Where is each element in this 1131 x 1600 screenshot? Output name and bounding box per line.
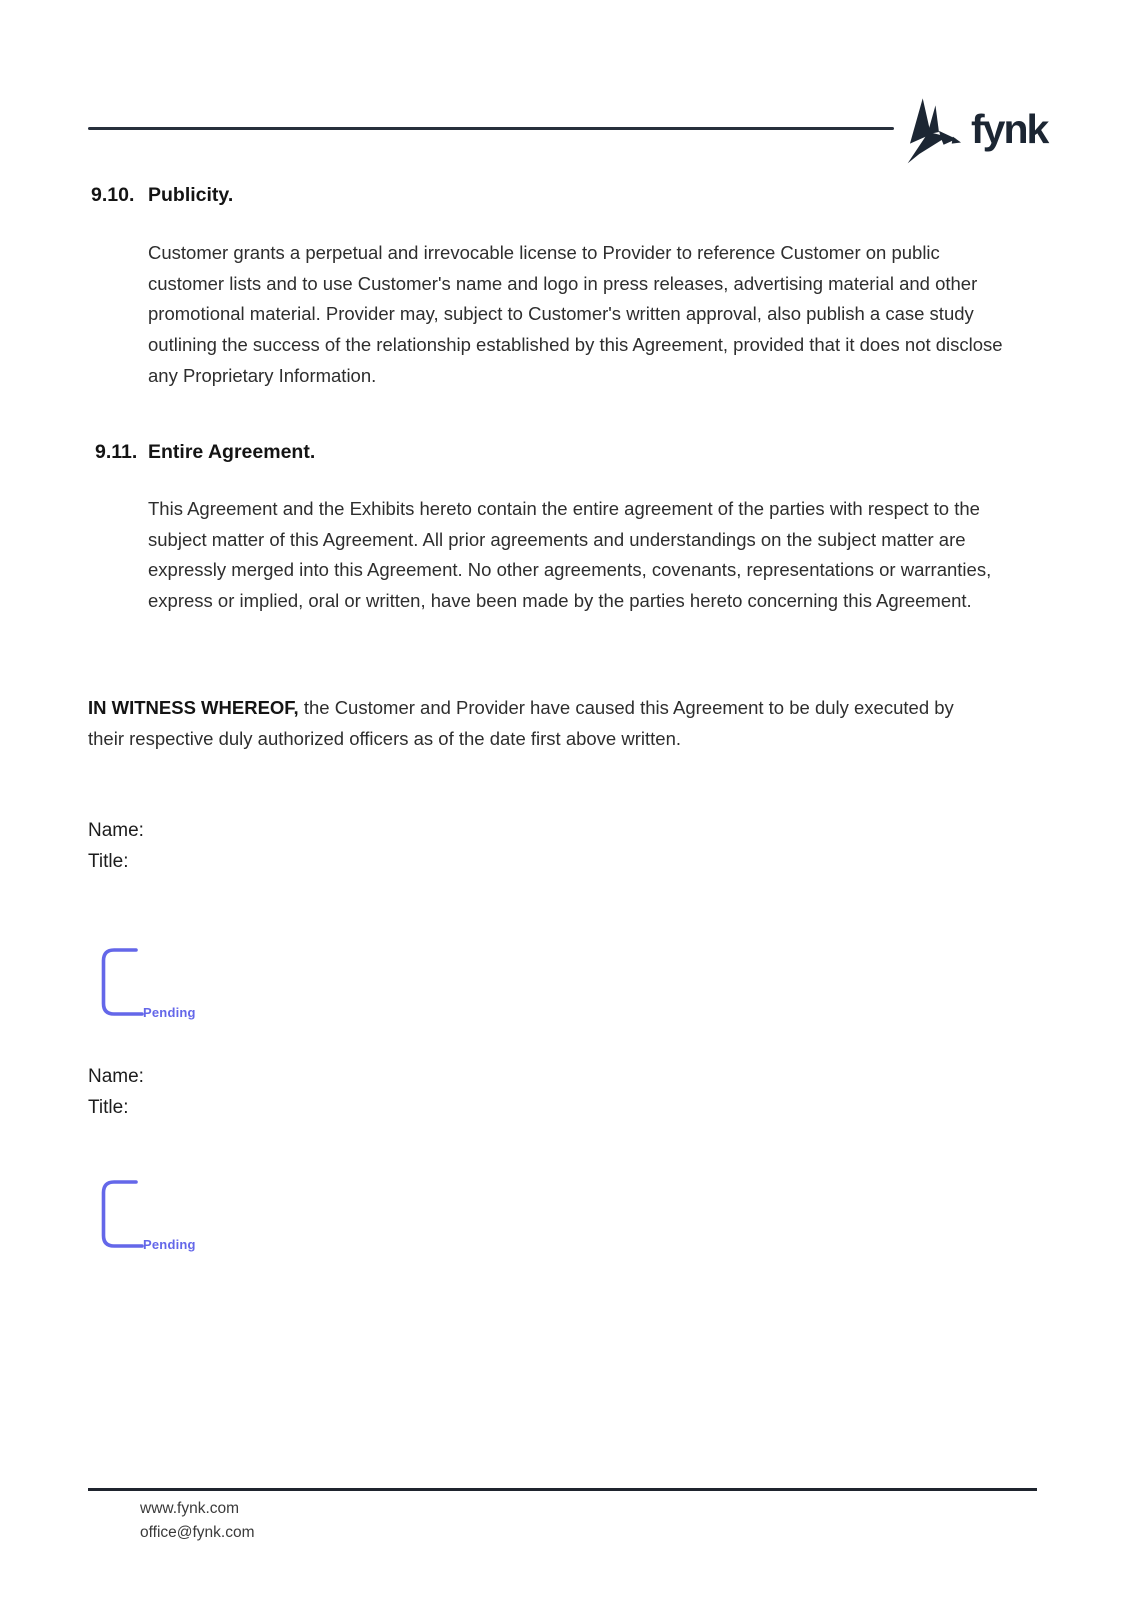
name-label: Name:: [88, 1066, 144, 1087]
section-heading-9-10: [91, 184, 233, 207]
header-divider: [88, 127, 894, 130]
name-label: Name:: [88, 820, 144, 841]
witness-text: the Customer and Provider have caused this Agreement to be duly executed by their respective duly authorized officers as of the date first above written.: [88, 697, 954, 750]
footer: [140, 1497, 255, 1544]
signature-labels-2: [88, 1062, 144, 1123]
footer-divider: [88, 1488, 1037, 1491]
fynk-logo: [903, 96, 1053, 168]
signature-status-pending: Pending: [143, 1237, 196, 1252]
section-body-9-11: This Agreement and the Exhibits hereto contain the entire agreement of the parties with respect to the subject matter of this Agreement. All prior agreements and understandings on the subject matter are expressly merged into this Agreement. No other agreements, covenants, representations or warranties, express or implied, oral or written, have been made by the parties hereto concerning this Agreement.: [148, 498, 992, 612]
footer-email: office@fynk.com: [140, 1523, 255, 1541]
witness-paragraph: [88, 692, 956, 754]
title-label: Title:: [88, 850, 129, 872]
signature-labels-1: [88, 816, 144, 877]
signature-status-pending: Pending: [143, 1005, 196, 1020]
logo-wordmark: fynk: [971, 105, 1048, 152]
witness-lead-in: IN WITNESS WHEREOF,: [88, 697, 299, 718]
section-title: Entire Agreement.: [148, 441, 316, 463]
section-number: 9.10.: [91, 184, 135, 206]
signature-field-1[interactable]: [100, 948, 220, 1038]
section-heading-9-11: [95, 441, 315, 464]
title-label: Title:: [88, 1096, 129, 1118]
section-title: Publicity.: [148, 184, 234, 206]
signature-field-2[interactable]: [100, 1180, 220, 1270]
footer-website: www.fynk.com: [140, 1500, 240, 1517]
origami-bird-icon: [903, 98, 961, 166]
section-number: 9.11.: [95, 441, 138, 463]
section-body-9-10: Customer grants a perpetual and irrevocable license to Provider to reference Customer on public customer lists and to use Customer's name and logo in press releases, advertising material and other promotional material. Provider may, subject to Customer's written approval, also publish a case study outlining the success of the relationship established by this Agreement, provided that it does not disclose any Proprietary Information.: [148, 242, 1003, 386]
